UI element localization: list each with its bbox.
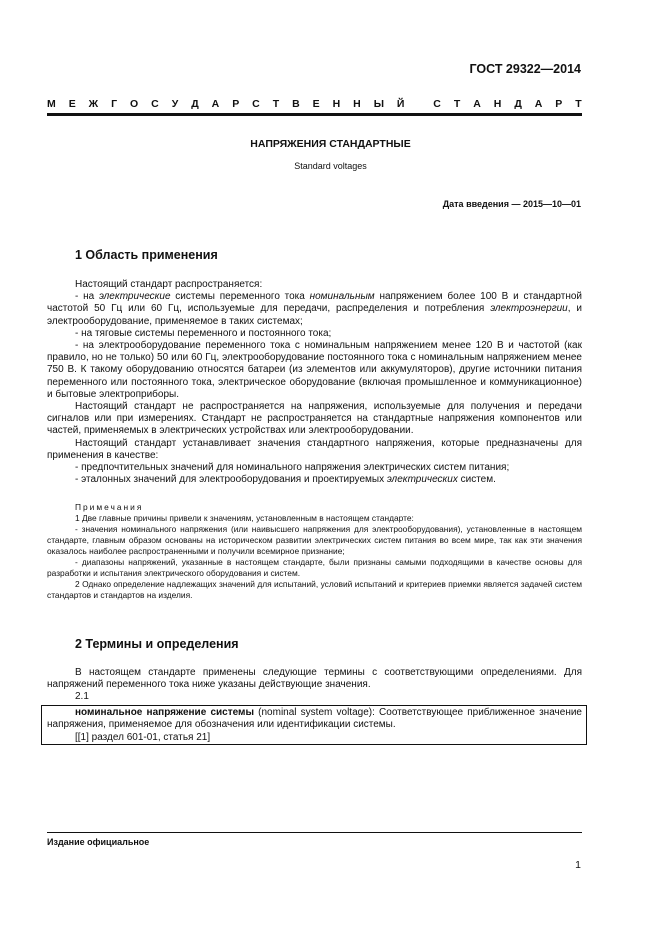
standard-number: ГОСТ 29322—2014 xyxy=(469,62,581,76)
paragraph: - на электрооборудование переменного тока с номинальным напряжением менее 120 В и частотой (как правило, но не только) 50 или 60 Гц, электрооборудование постоянного тока с номинальным напряжением менее 750 В. К такому оборудованию относятся батареи (из элементов или аккумуляторов), другие источники питания переменного или постоянного тока, электрическое оборудование (включая промышленное и коммуникационное) и бытовые электроприборы. xyxy=(47,340,582,400)
banner-letter: Р xyxy=(555,98,563,110)
notes-heading: Примечания xyxy=(75,502,144,512)
banner-letter: А xyxy=(534,98,543,110)
banner-letter: Т xyxy=(272,98,280,110)
banner-letter: Ы xyxy=(373,98,384,110)
banner-letter: Ж xyxy=(88,98,99,110)
section-1-heading: 1 Область применения xyxy=(75,248,218,262)
definition-text: номинальное напряжение системы (nominal system voltage): Соответствующее приближенное значение напряжения, применяемое для обозначения или идентификации системы. xyxy=(47,707,582,731)
banner-letter: М xyxy=(47,98,56,110)
banner-letter: Д xyxy=(191,98,199,110)
banner-letter: Т xyxy=(575,98,582,110)
definition-source: [[1] раздел 601-01, статья 21] xyxy=(75,731,211,743)
banner-letter: В xyxy=(292,98,300,110)
interstate-standard-banner xyxy=(47,98,582,110)
document-title: НАПРЯЖЕНИЯ СТАНДАРТНЫЕ xyxy=(250,138,411,150)
paragraph: - на электрические системы переменного тока номинальным напряжением более 100 В и стандартной частотой 50 Гц или 60 Гц, используемые для передачи, распределения и потребления электроэнергии, и электрооборудование, применяемое в таких системах; xyxy=(47,291,582,327)
banner-letter: У xyxy=(171,98,179,110)
banner-letter: С xyxy=(252,98,260,110)
banner-letter: Е xyxy=(312,98,320,110)
term-definition xyxy=(47,707,582,744)
banner-letter: Н xyxy=(353,98,361,110)
section-1-body xyxy=(47,279,582,486)
banner-letter: С xyxy=(151,98,159,110)
banner-letter: С xyxy=(433,98,441,110)
banner-letter: А xyxy=(473,98,481,110)
paragraph: - на тяговые системы переменного и постоянного тока; xyxy=(75,327,332,339)
notes-block xyxy=(47,502,582,601)
paragraph: Настоящий стандарт распространяется: xyxy=(75,279,263,290)
banner-letter: Н xyxy=(493,98,502,110)
banner-letter: Г xyxy=(111,98,118,110)
paragraph: В настоящем стандарте применены следующие термины с соответствующими определениями. Для напряжений переменного тока ниже указаны действующие значения. xyxy=(47,667,582,691)
paragraph: Настоящий стандарт устанавливает значения стандартного напряжения, которые предназначены для применения в качестве: xyxy=(47,437,582,461)
banner-letter: А xyxy=(211,98,220,110)
page-number: 1 xyxy=(575,859,581,871)
paragraph: - эталонных значений для электрооборудования и проектируемых электрических систем. xyxy=(75,474,496,486)
header-rule xyxy=(47,113,582,116)
note: 2 Однако определение надлежащих значений для испытаний, условий испытаний и критериев приемки является задачей систем стандартов и стандартов на изделия. xyxy=(47,579,582,600)
section-2-heading: 2 Термины и определения xyxy=(75,637,239,651)
footer-rule xyxy=(47,832,582,833)
banner-letter: Й xyxy=(396,98,405,110)
paragraph: - предпочтительных значений для номинального напряжения электрических систем питания; xyxy=(75,462,510,474)
banner-letter: Р xyxy=(232,98,240,110)
banner-letter: Т xyxy=(453,98,461,110)
official-edition-label: Издание официальное xyxy=(47,837,150,847)
banner-letter: Е xyxy=(68,98,76,110)
note: - диапазоны напряжений, указанные в настоящем стандарте, были признаны самыми подходящими в качестве основы для разработки и испытания электрического оборудования и систем. xyxy=(47,557,582,578)
note: 1 Две главные причины привели к значениям, установленным в настоящем стандарте: xyxy=(75,513,414,523)
banner-letter: Н xyxy=(332,98,341,110)
document-subtitle: Standard voltages xyxy=(294,161,367,171)
note: - значения номинального напряжения (или наивысшего напряжения для электрооборудования), установленные в настоящем стандарте, главным образом основаны на историческом развитии электрических систем питания во всем мире, так как эти значения оказалось наиболее распространенными и получили всемирное признание; xyxy=(47,524,582,556)
banner-letter xyxy=(417,98,420,110)
introduction-date: Дата введения — 2015—10—01 xyxy=(442,199,581,209)
section-2-body xyxy=(47,667,582,704)
banner-letter: Д xyxy=(514,98,522,110)
paragraph: Настоящий стандарт не распространяется на напряжения, используемые для получения и передачи сигналов или при измерениях. Стандарт не распространяется на стандартные напряжения компонентов или частей, применяемых в электрических устройствах или электрооборудовании. xyxy=(47,401,582,437)
banner-letter: О xyxy=(130,98,139,110)
term-number: 2.1 xyxy=(75,691,89,703)
